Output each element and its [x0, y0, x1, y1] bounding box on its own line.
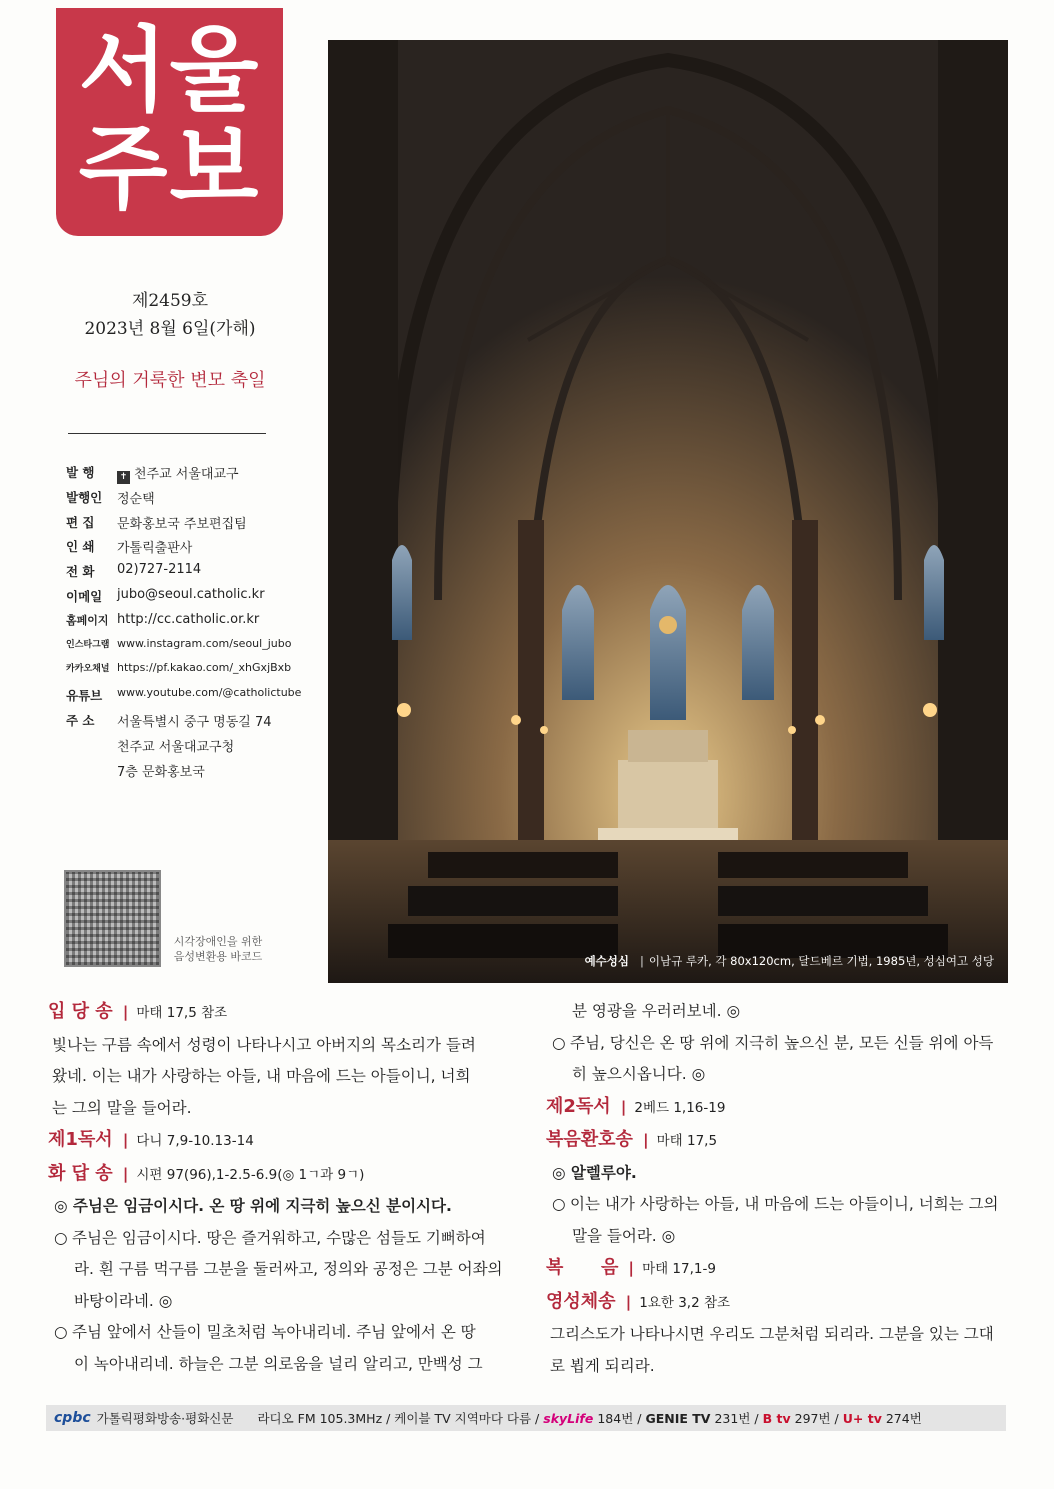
uplus-tv-logo: U+ tv: [842, 1410, 882, 1426]
entrance-antiphon-heading: 입 당 송 | 마태 17,5 참조: [48, 1001, 228, 1022]
logo-line1: 서울: [78, 17, 261, 124]
cover-photo: [328, 40, 1008, 983]
publisher-info: [66, 463, 326, 785]
broadcaster-name: 가톨릭평화방송·평화신문: [96, 1411, 234, 1426]
info-row: 천주교 서울대교구청: [117, 739, 235, 755]
psalm-verse: ○ 주님은 임금이시다. 땅은 즐거워하고, 수많은 섬들도 기뻐하여: [54, 1228, 486, 1247]
first-reading-heading: 제1독서 | 다니 7,9-10.13-14: [48, 1129, 254, 1150]
info-row: 7층 문화홍보국: [117, 764, 205, 780]
info-row: 전 화 02)727-2114: [66, 562, 202, 580]
acclamation-verse: ○ 이는 내가 사랑하는 아들, 내 마음에 드는 아들이니, 너희는 그의: [552, 1195, 999, 1213]
instagram-link[interactable]: www.instagram.com/seoul_jubo: [117, 636, 292, 650]
gospel-acclamation-heading: 복음환호송 | 마태 17,5: [546, 1129, 718, 1150]
email-link[interactable]: jubo@seoul.catholic.kr: [117, 586, 265, 602]
photo-caption: 예수성심 | 이남규 루카, 각 80x120cm, 달드베르 기법, 1985년, 성심여고 성당: [584, 954, 994, 968]
liturgy-right-column: 분 영광을 우러러보네. ◎ ○ 주님, 당신은 온 땅 위에 지극히 높으신 분, 모든 신들 위에 아득 히 높으시옵니다. ◎ 제2독서 | 2베드 1,16-19 복음환호송 | 마태 17,5 ◎ 알렐루야. ○ 이는 내가 사랑하는 아들, 내 마음에 드는 아들이니, 너희는 그의 말을 들어라. ◎ 복 음 | 마태 17,1-9 영성체송 | 1요한 3,2 참조 그리스도가 나타나시면 우리도 그분처럼 되리라. 그분을 있는 그대 로 뵙게 되리라.: [546, 996, 1016, 1382]
entrance-line: 빛나는 구름 속에서 성령이 나타나시고 아버지의 목소리가 들려: [52, 1035, 476, 1054]
chapel-interior-image: [328, 40, 1008, 983]
alleluia: ◎ 알렐루야.: [552, 1163, 637, 1182]
entrance-line: 왔네. 이는 내가 사랑하는 아들, 내 마음에 드는 아들이니, 너희: [52, 1067, 471, 1085]
liturgy-left-column: 입 당 송 | 마태 17,5 참조 빛나는 구름 속에서 성령이 나타나시고 아버지의 목소리가 들려 왔네. 이는 내가 사랑하는 아들, 내 마음에 드는 아들이니, 너희 는 그의 말을 들어라. 제1독서 | 다니 7,9-10.13-14 화 답 송 | 시편 97(96),1-2.5-6.9(◎ 1ㄱ과 9ㄱ) ◎ 주님은 임금이시다. 온 땅 위에 지극히 높으신 분이시다. ○ 주님은 임금이시다. 땅은 즐거워하고, 수많은 섬들도 기뻐하여 라. 흰 구름 먹구름 그분을 둘러싸고, 정의와 공정은 그분 어좌의 바탕이라네. ◎ ○ 주님 앞에서 산들이 밀초처럼 녹아내리네. 주님 앞에서 온 땅 이 녹아내리네. 하늘은 그분 의로움을 널리 알리고, 만백성 그: [48, 996, 518, 1380]
psalm-verse: ○ 주님, 당신은 온 땅 위에 지극히 높으신 분, 모든 신들 위에 아득: [552, 1033, 994, 1052]
second-reading-heading: 제2독서 | 2베드 1,16-19: [546, 1095, 726, 1117]
masthead-logo: [56, 8, 283, 236]
issue-number: 제2459호: [131, 291, 209, 311]
info-row: 카카오채널 https://pf.kakao.com/_xhGxjBxb: [66, 661, 326, 686]
skylife-logo: skyLife: [543, 1410, 594, 1426]
homepage-link[interactable]: http://cc.catholic.or.kr: [117, 611, 260, 627]
communion-line: 그리스도가 나타나시면 우리도 그분처럼 되리라. 그분을 있는 그대: [550, 1325, 994, 1343]
genie-tv-logo: GENIE TV: [645, 1410, 711, 1426]
kakao-link[interactable]: https://pf.kakao.com/_xhGxjBxb: [117, 661, 292, 675]
info-row: 발 행 ✝ 천주교 서울대교구: [66, 465, 239, 482]
info-row: 인 쇄 가톨릭출판사: [66, 539, 193, 557]
issue-date: 2023년 8월 6일(가해): [84, 319, 256, 339]
broadcast-footer: cpbc 가톨릭평화방송·평화신문 라디오 FM 105.3MHz / 케이블 TV 지역마다 다름 / skyLife 184번 / GENIE TV 231번 / B tv 297번 / U+ tv 274번: [46, 1405, 1006, 1431]
info-row: 발행인 정순택: [66, 489, 155, 507]
communion-line: 로 뵙게 되리라.: [550, 1356, 655, 1375]
radio-channel: 라디오 FM 105.3MHz / 케이블 TV 지역마다 다름 /: [257, 1411, 540, 1426]
info-row: 홈페이지 http://cc.catholic.or.kr: [66, 612, 326, 637]
info-row: 인스타그램 www.instagram.com/seoul_jubo: [66, 637, 326, 662]
youtube-link[interactable]: www.youtube.com/@catholictube: [117, 686, 302, 700]
logo-line2: 주보: [78, 115, 261, 222]
psalm-continuation: 분 영광을 우러러보네. ◎: [572, 1002, 740, 1020]
info-row: 이메일 jubo@seoul.catholic.kr: [66, 587, 326, 612]
info-row: 주 소 서울특별시 중구 명동길 74: [66, 712, 272, 730]
psalm-heading: 화 답 송 | 시편 97(96),1-2.5-6.9(◎ 1ㄱ과 9ㄱ): [48, 1162, 365, 1184]
info-row: 유튜브 www.youtube.com/@catholictube: [66, 686, 326, 711]
divider: [68, 433, 266, 434]
info-row: 편 집 문화홍보국 주보편집팀: [66, 514, 247, 532]
voice-barcode: [64, 870, 161, 967]
cpbc-logo: cpbc: [54, 1410, 91, 1426]
psalm-verse: ○ 주님 앞에서 산들이 밀초처럼 녹아내리네. 주님 앞에서 온 땅: [54, 1323, 476, 1341]
feast-title: 주님의 거룩한 변모 축일: [74, 370, 266, 391]
btv-logo: B tv: [762, 1410, 791, 1426]
psalm-response: ◎ 주님은 임금이시다. 온 땅 위에 지극히 높으신 분이시다.: [54, 1197, 452, 1215]
gospel-heading: 복 음 | 마태 17,1-9: [546, 1257, 716, 1278]
communion-heading: 영성체송 | 1요한 3,2 참조: [546, 1290, 731, 1312]
entrance-line: 는 그의 말을 들어라.: [52, 1098, 192, 1117]
diocese-icon: ✝: [117, 471, 130, 484]
barcode-caption: 시각장애인을 위한 음성변환용 바코드: [173, 935, 263, 963]
